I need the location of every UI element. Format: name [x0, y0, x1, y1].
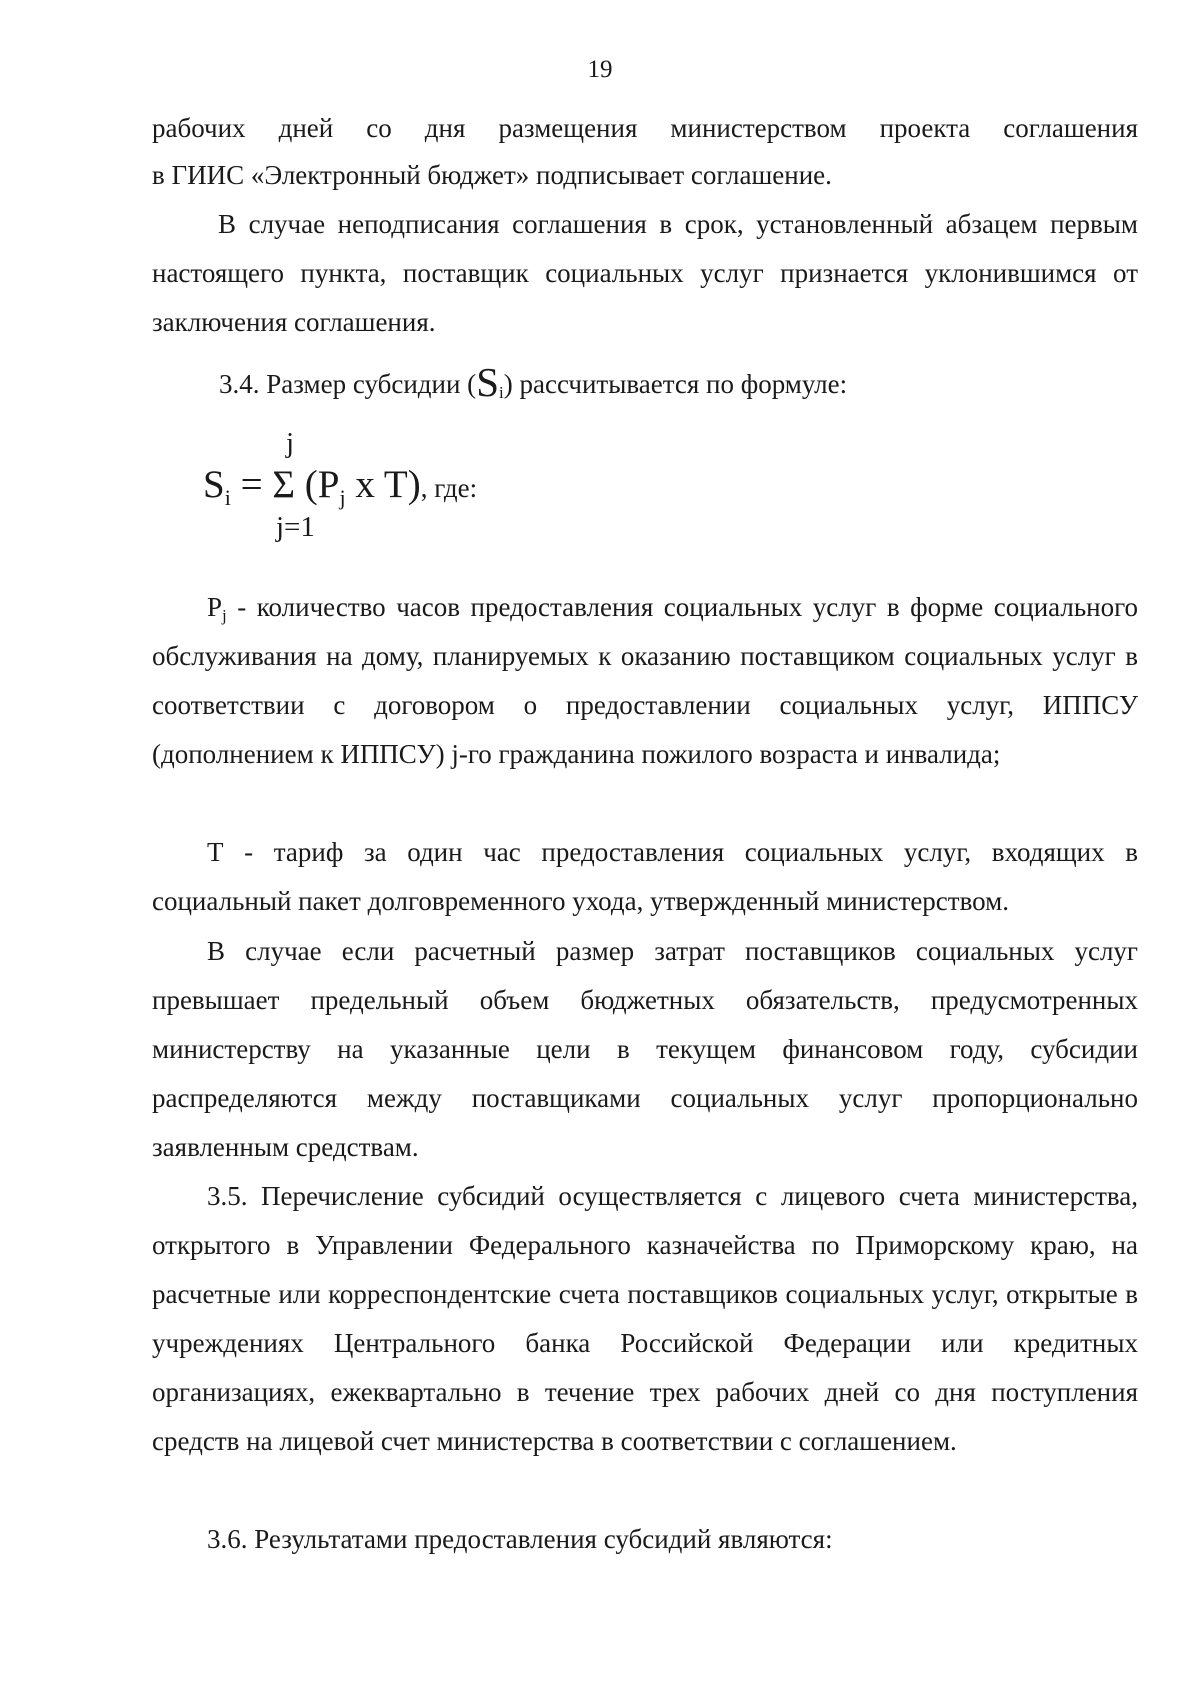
- formula-rest: x T): [345, 463, 421, 506]
- definition-p-subscript: j: [222, 606, 227, 625]
- paragraph-unsigned-agreement: В случае неподписания соглашения в срок, установленный абзацем первым настоящего пункта, поставщик социальных услуг признается уклонившимся от заключения соглашения.: [152, 209, 1138, 337]
- paragraph-definition-p: [152, 583, 1138, 779]
- formula-p-subscript: j: [339, 485, 346, 510]
- formula-lhs: S: [203, 463, 225, 506]
- definition-p-symbol: P: [207, 592, 223, 622]
- subsidy-symbol-subscript: i: [499, 383, 504, 402]
- paragraph-budget-excess: В случае если расчетный размер затрат поставщиков социальных услуг превышает предельный объем бюджетных обязательств, предусмотренных министерству на указанные цели в текущем финансовом году, субсидии распределяются между поставщиками социальных услуг пропорционально заявленным средствам.: [152, 936, 1138, 1162]
- paragraph-3-5: 3.5. Перечисление субсидий осуществляется с лицевого счета министерства, открытого в Управлении Федерального казначейства по Приморскому краю, на расчетные или корреспондентские счета поставщиков социальных услуг, открытые в учреждениях Центрального банка Российской Федерации или кредитных организациях, ежеквартально в течение трех рабочих дней со дня поступления средств на лицевой счет министерства в соответствии с соглашением.: [152, 1181, 1138, 1456]
- sum-lower-limit: j=1: [276, 511, 315, 543]
- paragraph-continuation-line2: в ГИИС «Электронный бюджет» подписывает соглашение.: [152, 160, 832, 190]
- definition-p-text: - количество часов предоставления социальных услуг в форме социального обслуживания на дому, планируемых к оказанию поставщиком социальных услуг в соответствии с договором о предоставлении социальных услуг, ИППСУ (дополнением к ИППСУ) j-го гражданина пожилого возраста и инвалида;: [152, 592, 1138, 769]
- paragraph-subsidy-formula-intro: [219, 359, 848, 405]
- paragraph-continuation-line1: рабочих дней со дня размещения министерством проекта соглашения: [152, 113, 1138, 143]
- formula-tail: , где:: [420, 473, 478, 503]
- paragraph-definition-t: Т - тариф за один час предоставления социальных услуг, входящих в социальный пакет долговременного ухода, утвержденный министерством.: [152, 837, 1138, 916]
- page-number: 19: [587, 56, 613, 83]
- sum-upper-limit: j: [286, 427, 295, 459]
- paragraph-3-6: 3.6. Результатами предоставления субсидий являются:: [207, 1524, 833, 1554]
- formula-expression: [203, 460, 477, 513]
- subsidy-symbol: S: [476, 359, 499, 405]
- formula-lhs-subscript: i: [224, 485, 231, 510]
- intro-text-before: 3.4. Размер субсидии (: [219, 369, 477, 399]
- intro-text-after: ) рассчитывается по формуле:: [503, 369, 848, 399]
- formula-sum: = Σ (P: [230, 463, 340, 506]
